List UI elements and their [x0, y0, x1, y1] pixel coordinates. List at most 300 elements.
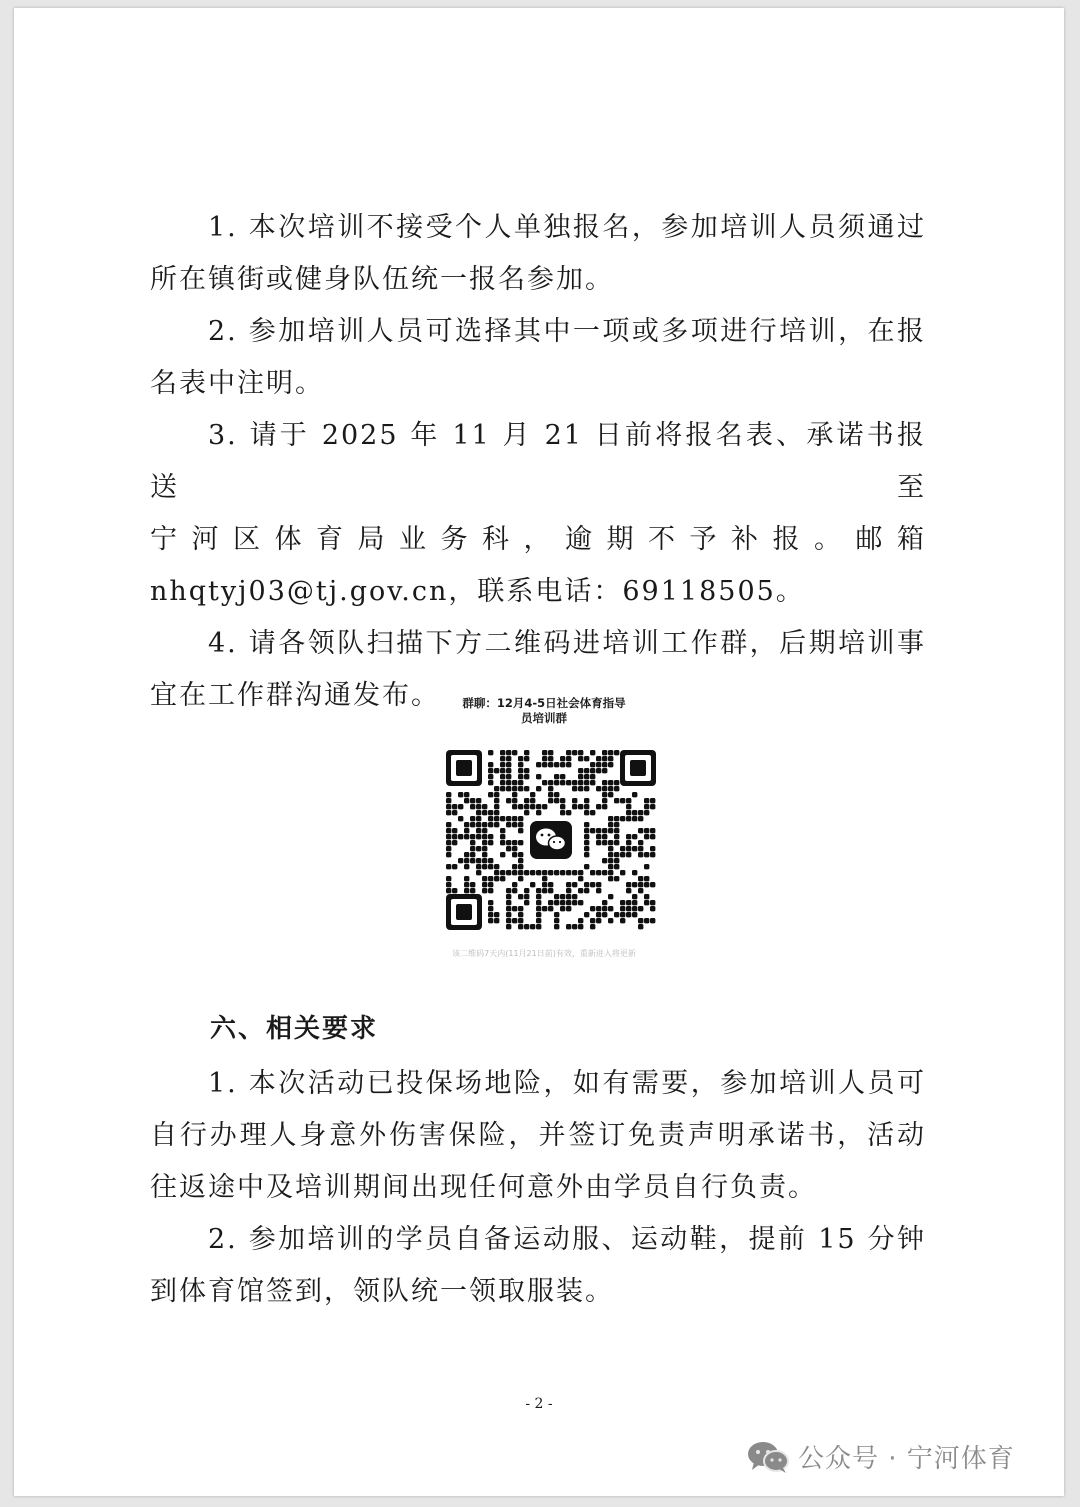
qr-module [632, 912, 637, 917]
qr-module [476, 822, 481, 827]
document-page [14, 8, 1064, 1496]
qr-module [572, 786, 577, 791]
paragraph-3-line-2: 宁河区体育局业务科，逾期不予补报。邮箱 [150, 524, 926, 555]
qr-module [626, 882, 631, 887]
paragraph-3-line-1: 3. 请于 2025 年 11 月 21 日前将报名表、承诺书报送至 [150, 420, 926, 503]
qr-module [536, 894, 541, 899]
qr-module [452, 804, 457, 809]
qr-module [650, 846, 655, 851]
qr-module [578, 774, 583, 779]
qr-module [494, 870, 499, 875]
qr-module [506, 816, 511, 821]
qr-module [488, 792, 493, 797]
qr-module [584, 834, 589, 839]
qr-module [608, 786, 613, 791]
qr-module [476, 864, 481, 869]
qr-module [506, 768, 511, 773]
qr-module [452, 828, 457, 833]
qr-module [638, 828, 643, 833]
related-requirements [150, 1058, 926, 1318]
qr-validity-note: 该二维码7天内(11月21日前)有效，重新进入将更新 [452, 949, 636, 958]
qr-module [446, 876, 451, 881]
qr-module [512, 906, 517, 911]
qr-module [494, 912, 499, 917]
qr-module [596, 906, 601, 911]
qr-module [506, 912, 511, 917]
qr-module [542, 888, 547, 893]
qr-module [602, 906, 607, 911]
qr-module [602, 768, 607, 773]
qr-module [596, 828, 601, 833]
qr-module [518, 864, 523, 869]
qr-module [548, 798, 553, 803]
qr-module [470, 858, 475, 863]
qr-module [464, 828, 469, 833]
qr-module [554, 798, 559, 803]
qr-module [518, 822, 523, 827]
qr-module [584, 864, 589, 869]
qr-module [584, 840, 589, 845]
qr-module [572, 900, 577, 905]
qr-module [584, 888, 589, 893]
qr-module [524, 870, 529, 875]
qr-module [572, 924, 577, 929]
qr-module [452, 834, 457, 839]
qr-module [596, 762, 601, 767]
qr-module [632, 906, 637, 911]
qr-module [620, 918, 625, 923]
qr-module [608, 894, 613, 899]
qr-module [554, 900, 559, 905]
qr-title-line-2: 员培训群 [521, 711, 567, 725]
qr-module [518, 894, 523, 899]
qr-module [584, 780, 589, 785]
qr-module [482, 834, 487, 839]
qr-module [530, 792, 535, 797]
qr-module [536, 918, 541, 923]
qr-module [494, 798, 499, 803]
paragraph-2-line-2: 名表中注明。 [150, 368, 324, 399]
qr-module [506, 798, 511, 803]
paragraph-2-line-1: 2. 参加培训人员可选择其中一项或多项进行培训，在报 [208, 316, 926, 347]
qr-module [470, 816, 475, 821]
qr-module [584, 846, 589, 851]
qr-module [602, 828, 607, 833]
qr-module [590, 750, 595, 755]
qr-module [614, 834, 619, 839]
qr-module [608, 756, 613, 761]
qr-module [452, 840, 457, 845]
qr-module [566, 780, 571, 785]
qr-module [542, 882, 547, 887]
qr-module [500, 762, 505, 767]
qr-module [506, 918, 511, 923]
qr-module [458, 792, 463, 797]
requirement-2-line-1: 2. 参加培训的学员自备运动服、运动鞋，提前 15 分钟 [208, 1224, 926, 1255]
qr-module [626, 804, 631, 809]
qr-module [626, 846, 631, 851]
group-qr-code[interactable] [446, 750, 656, 930]
qr-module [518, 804, 523, 809]
qr-module [608, 864, 613, 869]
qr-module [500, 768, 505, 773]
qr-module [632, 894, 637, 899]
qr-module [458, 858, 463, 863]
qr-module [494, 804, 499, 809]
qr-module [620, 870, 625, 875]
qr-module [638, 840, 643, 845]
qr-module [518, 912, 523, 917]
qr-module [602, 834, 607, 839]
qr-module [488, 810, 493, 815]
qr-module [560, 804, 565, 809]
qr-module [542, 750, 547, 755]
qr-module [596, 912, 601, 917]
qr-module [596, 756, 601, 761]
qr-module [572, 882, 577, 887]
qr-module [494, 918, 499, 923]
qr-module [572, 798, 577, 803]
qr-module [578, 900, 583, 905]
qr-module [536, 870, 541, 875]
qr-module [578, 870, 583, 875]
qr-module [614, 858, 619, 863]
qr-module [464, 858, 469, 863]
qr-module [518, 918, 523, 923]
qr-module [590, 918, 595, 923]
qr-module [560, 756, 565, 761]
qr-module [584, 912, 589, 917]
qr-module [524, 900, 529, 905]
qr-module [488, 858, 493, 863]
qr-module [626, 900, 631, 905]
qr-module [458, 804, 463, 809]
qr-module [506, 762, 511, 767]
qr-module [620, 846, 625, 851]
qr-module [644, 852, 649, 857]
qr-module [638, 918, 643, 923]
qr-module [596, 804, 601, 809]
qr-module [506, 924, 511, 929]
qr-module [548, 756, 553, 761]
paragraph-3 [150, 410, 926, 618]
qr-module [470, 798, 475, 803]
qr-module [458, 834, 463, 839]
qr-module [608, 918, 613, 923]
qr-module [584, 774, 589, 779]
qr-module [566, 756, 571, 761]
qr-module [476, 816, 481, 821]
qr-module [560, 774, 565, 779]
qr-module [500, 834, 505, 839]
qr-module [572, 750, 577, 755]
qr-module [584, 804, 589, 809]
qr-module [548, 762, 553, 767]
qr-module [602, 858, 607, 863]
qr-module [614, 864, 619, 869]
qr-module [638, 882, 643, 887]
qr-module [524, 756, 529, 761]
qr-module [542, 876, 547, 881]
qr-module [614, 822, 619, 827]
qr-module [638, 876, 643, 881]
qr-module [578, 918, 583, 923]
qr-module [560, 762, 565, 767]
qr-module [506, 774, 511, 779]
qr-module [596, 834, 601, 839]
qr-module [572, 894, 577, 899]
qr-module [596, 870, 601, 875]
section-six-heading: 六、相关要求 [210, 1014, 379, 1044]
qr-module [494, 822, 499, 827]
qr-module [644, 798, 649, 803]
qr-module [578, 876, 583, 881]
qr-module [644, 834, 649, 839]
qr-module [488, 840, 493, 845]
qr-module [488, 816, 493, 821]
qr-module [614, 816, 619, 821]
qr-module [452, 810, 457, 815]
qr-module [608, 816, 613, 821]
qr-module [524, 804, 529, 809]
qr-module [512, 888, 517, 893]
qr-module [644, 876, 649, 881]
qr-module [494, 864, 499, 869]
qr-module [608, 840, 613, 845]
qr-module [548, 792, 553, 797]
qr-module [650, 900, 655, 905]
qr-module [626, 906, 631, 911]
qr-module [476, 798, 481, 803]
qr-module [446, 882, 451, 887]
qr-module [482, 888, 487, 893]
qr-module [470, 888, 475, 893]
qr-module [470, 852, 475, 857]
qr-module [470, 834, 475, 839]
qr-module [626, 912, 631, 917]
qr-module [608, 870, 613, 875]
qr-module [488, 918, 493, 923]
qr-module [632, 900, 637, 905]
qr-module [590, 810, 595, 815]
qr-module [524, 774, 529, 779]
qr-module [464, 852, 469, 857]
qr-module [596, 882, 601, 887]
qr-module [620, 852, 625, 857]
qr-module [548, 780, 553, 785]
qr-module [608, 858, 613, 863]
qr-module [626, 810, 631, 815]
qr-module [446, 810, 451, 815]
qr-module [638, 924, 643, 929]
qr-module [566, 762, 571, 767]
qr-module [506, 888, 511, 893]
qr-module [488, 780, 493, 785]
qr-module [650, 804, 655, 809]
qr-module [626, 840, 631, 845]
qr-module [446, 864, 451, 869]
qr-module [518, 756, 523, 761]
qr-module [476, 828, 481, 833]
qr-module [608, 876, 613, 881]
qr-module [482, 804, 487, 809]
qr-module [632, 810, 637, 815]
qr-module [554, 924, 559, 929]
paragraph-3-line-3: nhqtyj03@tj.gov.cn，联系电话：69118505。 [150, 576, 805, 607]
qr-module [512, 918, 517, 923]
qr-module [626, 852, 631, 857]
qr-module [446, 798, 451, 803]
qr-module [512, 780, 517, 785]
qr-module [464, 822, 469, 827]
qr-module [560, 870, 565, 875]
qr-module [644, 864, 649, 869]
qr-module [578, 804, 583, 809]
qr-module [464, 798, 469, 803]
requirement-1-line-2: 自行办理人身意外伤害保险，并签订免责声明承诺书，活动 [150, 1120, 926, 1151]
qr-module [488, 888, 493, 893]
qr-module [518, 786, 523, 791]
qr-module [518, 906, 523, 911]
qr-module [446, 792, 451, 797]
qr-module [530, 924, 535, 929]
qr-module [644, 900, 649, 905]
qr-module [602, 780, 607, 785]
qr-module [620, 900, 625, 905]
qr-module [602, 762, 607, 767]
qr-module [530, 804, 535, 809]
qr-module [548, 870, 553, 875]
requirement-1-line-3: 往返途中及培训期间出现任何意外由学员自行负责。 [150, 1172, 817, 1203]
qr-module [602, 840, 607, 845]
qr-module [554, 918, 559, 923]
qr-module [590, 882, 595, 887]
qr-module [566, 750, 571, 755]
qr-module [578, 750, 583, 755]
paragraph-4-line-2: 宜在工作群沟通发布。 [150, 680, 440, 711]
qr-module [518, 852, 523, 857]
qr-module [596, 786, 601, 791]
qr-module [488, 822, 493, 827]
qr-module [650, 918, 655, 923]
qr-module [650, 852, 655, 857]
qr-module [518, 816, 523, 821]
qr-module [518, 924, 523, 929]
qr-module [614, 786, 619, 791]
qr-module [482, 858, 487, 863]
qr-module [536, 810, 541, 815]
qr-module [512, 870, 517, 875]
qr-module [524, 894, 529, 899]
qr-module [464, 876, 469, 881]
qr-module [500, 786, 505, 791]
qr-module [524, 810, 529, 815]
qr-module [494, 876, 499, 881]
qr-module [566, 870, 571, 875]
qr-module [488, 900, 493, 905]
qr-module [590, 906, 595, 911]
qr-module [542, 870, 547, 875]
qr-module [512, 846, 517, 851]
qr-module [464, 888, 469, 893]
qr-module [524, 924, 529, 929]
qr-module [566, 894, 571, 899]
qr-module [536, 774, 541, 779]
qr-module [488, 882, 493, 887]
qr-module [500, 828, 505, 833]
qr-module [578, 924, 583, 929]
qr-module [488, 750, 493, 755]
qr-module [536, 762, 541, 767]
qr-module [482, 810, 487, 815]
qr-module [632, 792, 637, 797]
qr-module [596, 840, 601, 845]
qr-module [566, 888, 571, 893]
qr-module [626, 888, 631, 893]
qr-module [650, 834, 655, 839]
qr-module [602, 798, 607, 803]
qr-module [446, 840, 451, 845]
qr-module [584, 798, 589, 803]
qr-module [602, 786, 607, 791]
qr-module [608, 750, 613, 755]
qr-module [512, 864, 517, 869]
qr-module [650, 906, 655, 911]
qr-module [476, 870, 481, 875]
qr-module [536, 924, 541, 929]
qr-module [512, 852, 517, 857]
qr-module [542, 906, 547, 911]
paragraph-4-line-1: 4. 请各领队扫描下方二维码进培训工作群，后期培训事 [208, 628, 926, 659]
qr-module [506, 750, 511, 755]
qr-module [632, 834, 637, 839]
qr-module [476, 858, 481, 863]
qr-module [536, 786, 541, 791]
qr-module [464, 864, 469, 869]
qr-module [614, 750, 619, 755]
qr-module [512, 786, 517, 791]
qr-module [518, 870, 523, 875]
qr-module [506, 870, 511, 875]
qr-module [614, 912, 619, 917]
qr-module [590, 762, 595, 767]
qr-module [446, 888, 451, 893]
qr-module [554, 870, 559, 875]
qr-module [518, 858, 523, 863]
qr-module [602, 756, 607, 761]
qr-module [632, 870, 637, 875]
qr-module [482, 828, 487, 833]
qr-module [548, 900, 553, 905]
qr-module [608, 822, 613, 827]
paragraph-1-line-1: 1. 本次培训不接受个人单独报名，参加培训人员须通过 [208, 212, 926, 243]
qr-module [584, 810, 589, 815]
qr-module [566, 900, 571, 905]
qr-module [494, 786, 499, 791]
qr-title [426, 696, 662, 726]
qr-module [644, 918, 649, 923]
qr-module [650, 882, 655, 887]
qr-module [464, 834, 469, 839]
wechat-icon [746, 1440, 790, 1474]
qr-module [446, 846, 451, 851]
qr-module [632, 882, 637, 887]
qr-module [560, 810, 565, 815]
qr-title-line-1: 群聊：12月4-5日社会体育指导 [462, 696, 626, 710]
qr-module [620, 906, 625, 911]
qr-module [644, 828, 649, 833]
qr-module [506, 786, 511, 791]
